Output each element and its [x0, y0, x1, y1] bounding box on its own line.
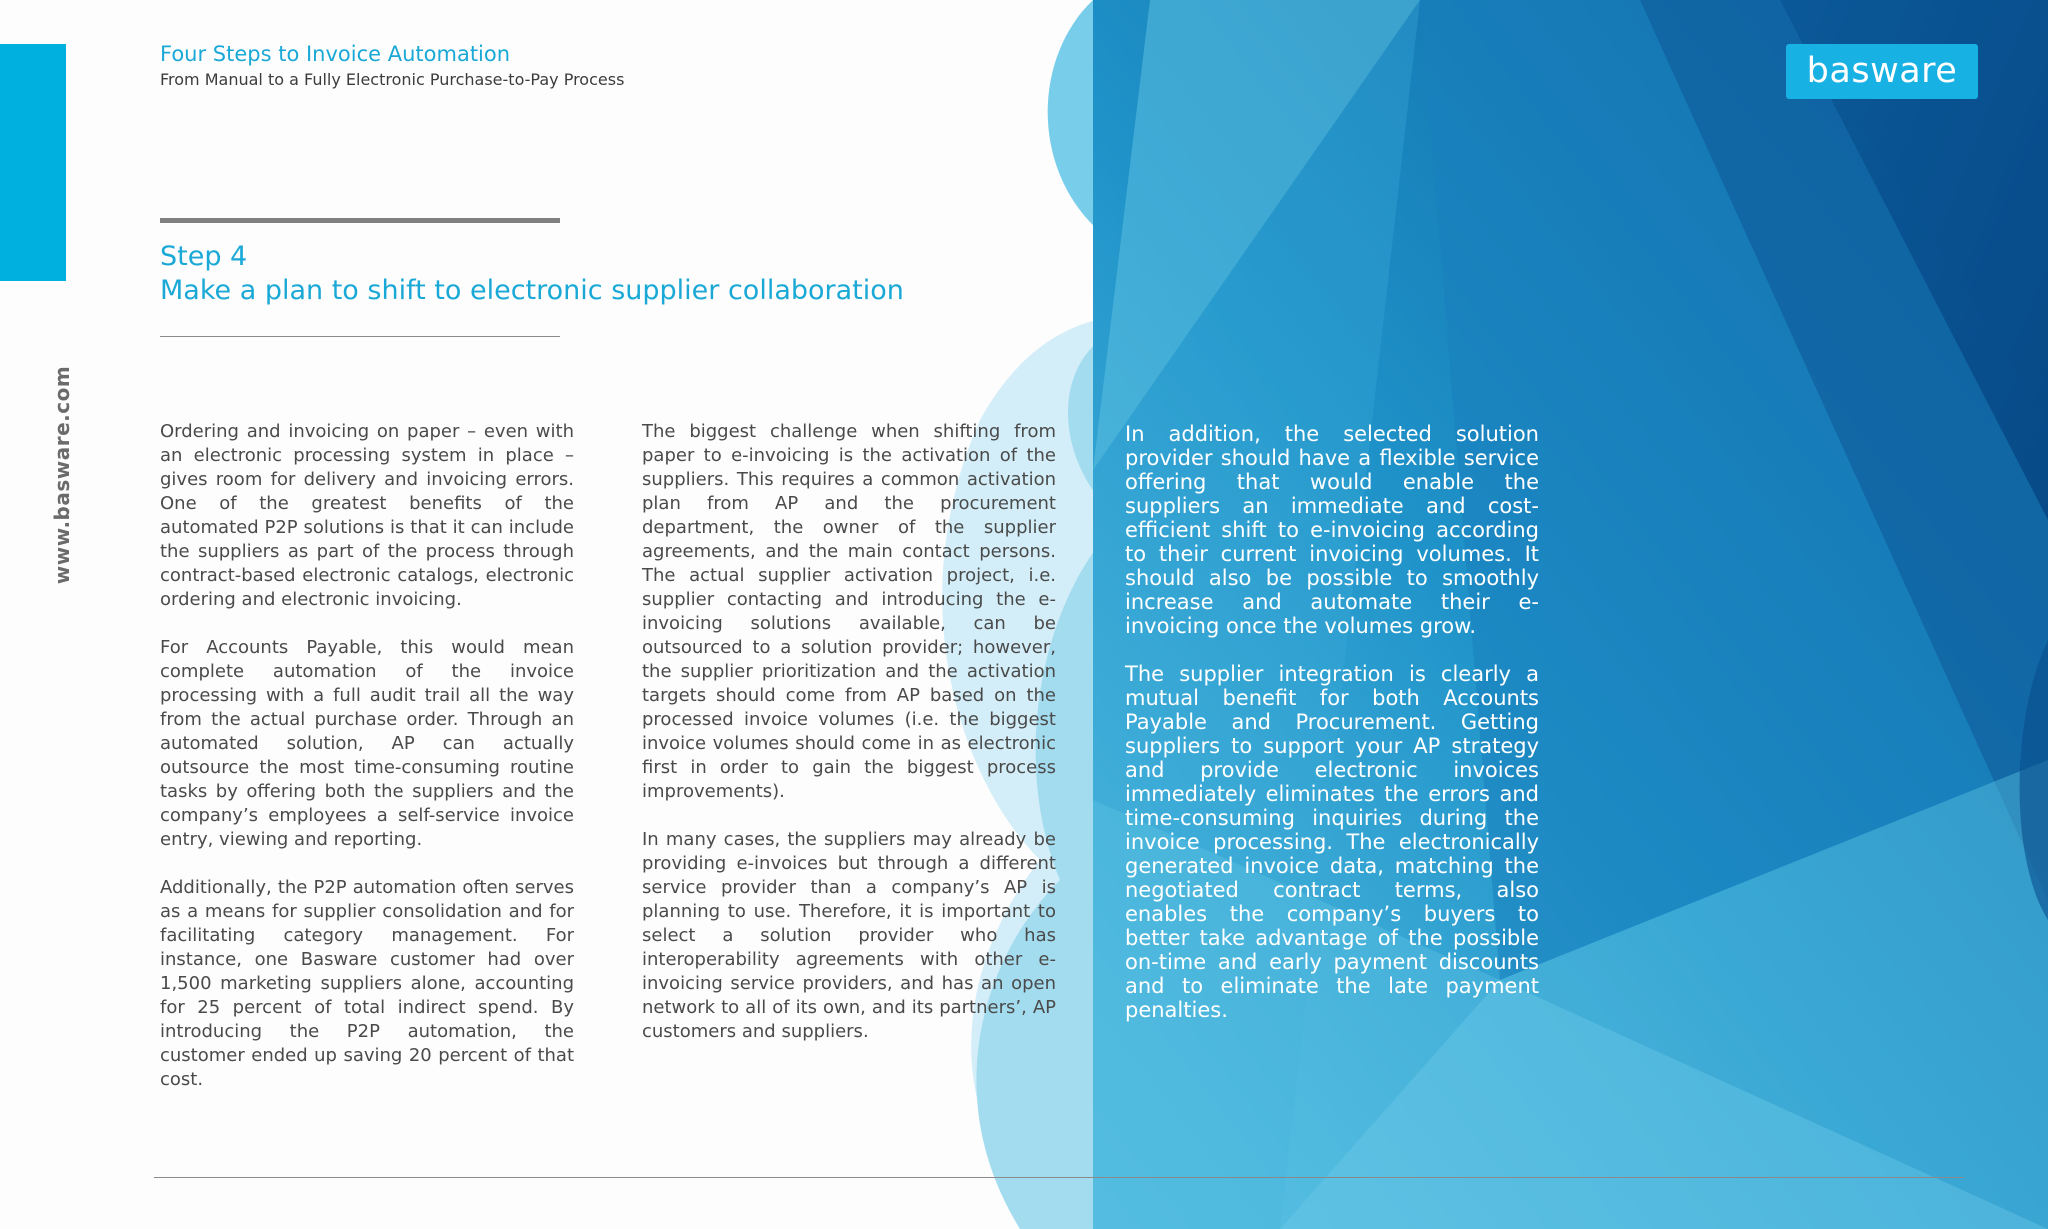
paragraph: In addition, the selected solution provider should have a flexible service offering that would enable the suppliers an immediate and cost-efficient shift to e-invoicing according to their current invoicing volumes. It should also be possible to smoothly increase and automate their e-invoicing once the volumes grow.	[1125, 422, 1539, 638]
text-column-3	[1125, 422, 1539, 1046]
paragraph: Additionally, the P2P automation often serves as a means for supplier consolidation and for facilitating category management. For instance, one Basware customer had over 1,500 marketing suppliers alone, accounting for 25 percent of total indirect spend. By introducing the P2P automation, the customer ended up saving 20 percent of that cost.	[160, 877, 574, 1090]
section-divider-thick	[160, 218, 560, 223]
document-subtitle: From Manual to a Fully Electronic Purchase-to-Pay Process	[160, 70, 625, 89]
paragraph: The biggest challenge when shifting from paper to e-invoicing is the activation of the suppliers. This requires a common activation plan from AP and the procurement department, the owner of the supplier agreements, and the main contact persons. The actual supplier activation project, i.e. supplier contacting and introducing the e-invoicing solutions available, can be outsourced to a solution provider; however, the supplier prioritization and the activation targets should come from AP based on the processed invoice volumes (i.e. the biggest invoice volumes should come in as electronic first in order to gain the biggest process improvements).	[642, 421, 1056, 802]
document-title: Four Steps to Invoice Automation	[160, 42, 511, 66]
website-url[interactable]: www.basware.com	[50, 365, 74, 585]
paragraph: Ordering and invoicing on paper – even with an electronic processing system in place – gives room for delivery and invoicing errors. One of the greatest benefits of the automated P2P solutions is that it can include the suppliers as part of the process through contract-based electronic catalogs, electronic ordering and electronic invoicing.	[160, 421, 574, 610]
paragraph: In many cases, the suppliers may already be providing e-invoices but through a different service provider than a company’s AP is planning to use. Therefore, it is important to select a solution provider who has interoperability agreements with other e-invoicing service providers, and has an open network to all of its own, and its partners’, AP customers and suppliers.	[642, 829, 1056, 1042]
left-accent-bar	[0, 44, 66, 281]
text-column-2	[642, 420, 1056, 1068]
text-column-1	[160, 420, 574, 1116]
paragraph: For Accounts Payable, this would mean complete automation of the invoice processing with a full audit trail all the way from the actual purchase order. Through an automated solution, AP can actually outsource the most time-consuming routine tasks by offering both the suppliers and the company’s employees a self-service invoice entry, viewing and reporting.	[160, 637, 574, 850]
paragraph: The supplier integration is clearly a mutual benefit for both Accounts Payable and Procurement. Getting suppliers to support your AP strategy and provide electronic invoices immediately eliminates the errors and time-consuming inquiries during the invoice processing. The electronically generated invoice data, matching the negotiated contract terms, also enables the company’s buyers to better take advantage of the possible on-time and early payment discounts and to eliminate the late payment penalties.	[1125, 662, 1539, 1022]
section-heading: Make a plan to shift to electronic supplier collaboration	[160, 275, 904, 306]
step-label: Step 4	[160, 241, 248, 272]
footer-divider	[154, 1177, 1964, 1178]
basware-logo: basware	[1786, 44, 1978, 99]
section-divider-thin	[160, 336, 560, 337]
